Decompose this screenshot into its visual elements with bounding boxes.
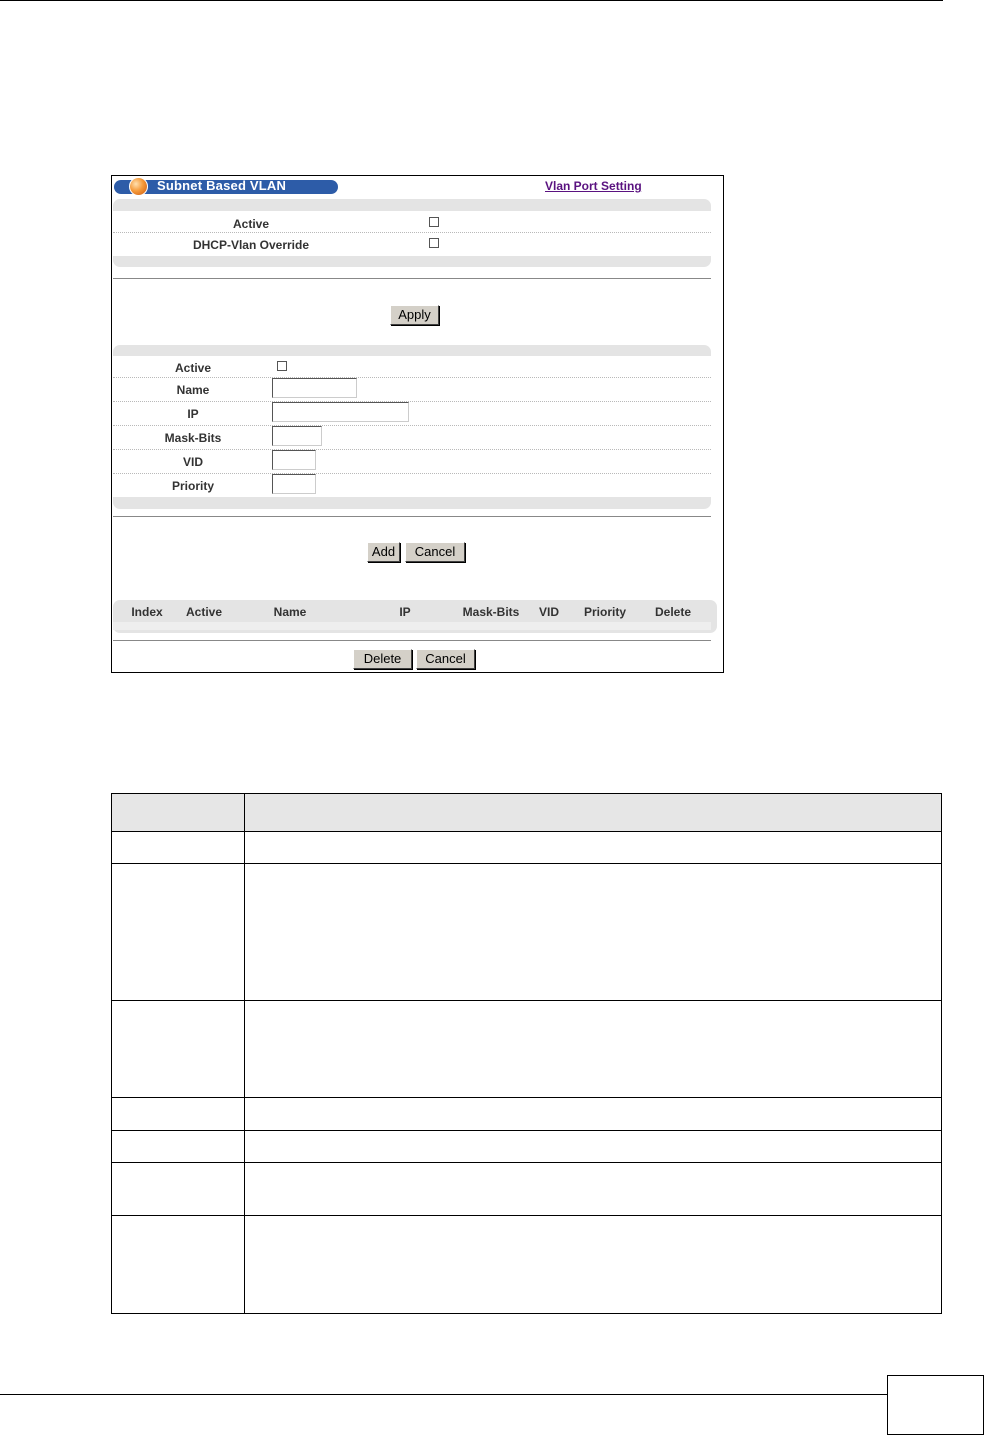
global-active-label: Active (232, 217, 270, 231)
divider (113, 516, 711, 517)
form-ip-row (113, 402, 711, 426)
col-mask-bits: Mask-Bits (462, 605, 520, 619)
form-vid-row (113, 450, 711, 474)
form-name-row (113, 378, 711, 402)
table-row (112, 832, 942, 864)
mask-bits-input[interactable] (272, 426, 322, 446)
form-priority-label: Priority (171, 479, 214, 493)
divider (113, 278, 711, 279)
header-rule (0, 0, 943, 1)
col-delete: Delete (654, 605, 692, 619)
form-active-row (113, 356, 711, 378)
table-row (112, 1098, 942, 1131)
table-row (112, 1131, 942, 1163)
cancel-button[interactable]: Cancel (405, 542, 465, 562)
divider (113, 640, 711, 641)
screen-title: Subnet Based VLAN (157, 178, 287, 193)
table-row (112, 1001, 942, 1098)
col-index: Index (131, 605, 163, 619)
ip-input[interactable] (272, 402, 409, 422)
form-ip-label: IP (187, 407, 199, 421)
add-button[interactable]: Add (367, 542, 400, 562)
global-active-row (113, 211, 711, 233)
priority-input[interactable] (272, 474, 316, 494)
form-name-label: Name (176, 383, 210, 397)
dhcp-override-checkbox[interactable] (429, 238, 439, 248)
form-active-label: Active (174, 361, 212, 375)
delete-button[interactable]: Delete (353, 649, 412, 669)
table-row (112, 1163, 942, 1216)
col-active: Active (185, 605, 223, 619)
page-number-box (887, 1375, 984, 1435)
table-row (112, 1216, 942, 1314)
apply-button[interactable]: Apply (390, 305, 439, 325)
vlan-port-setting-link[interactable]: Vlan Port Setting (545, 179, 642, 193)
name-input[interactable] (272, 378, 357, 398)
table-header-row (112, 794, 942, 832)
form-active-checkbox[interactable] (277, 361, 287, 371)
footer-rule (0, 1394, 887, 1395)
vid-input[interactable] (272, 450, 316, 470)
subnet-vlan-screen (111, 175, 724, 673)
form-priority-row (113, 474, 711, 497)
col-ip: IP (399, 605, 411, 619)
form-mask-row (113, 426, 711, 450)
col-vid: VID (538, 605, 559, 619)
dhcp-override-row (113, 233, 711, 256)
orb-icon (129, 177, 148, 196)
form-mask-label: Mask-Bits (164, 431, 222, 445)
col-priority: Priority (583, 605, 626, 619)
col-name: Name (273, 605, 307, 619)
field-description-table (111, 793, 942, 1314)
cancel-button-2[interactable]: Cancel (416, 649, 475, 669)
table-row (112, 864, 942, 1001)
form-vid-label: VID (182, 455, 203, 469)
entry-form-rows (113, 356, 711, 497)
dhcp-override-label: DHCP-Vlan Override (192, 238, 310, 252)
global-active-checkbox[interactable] (429, 217, 439, 227)
